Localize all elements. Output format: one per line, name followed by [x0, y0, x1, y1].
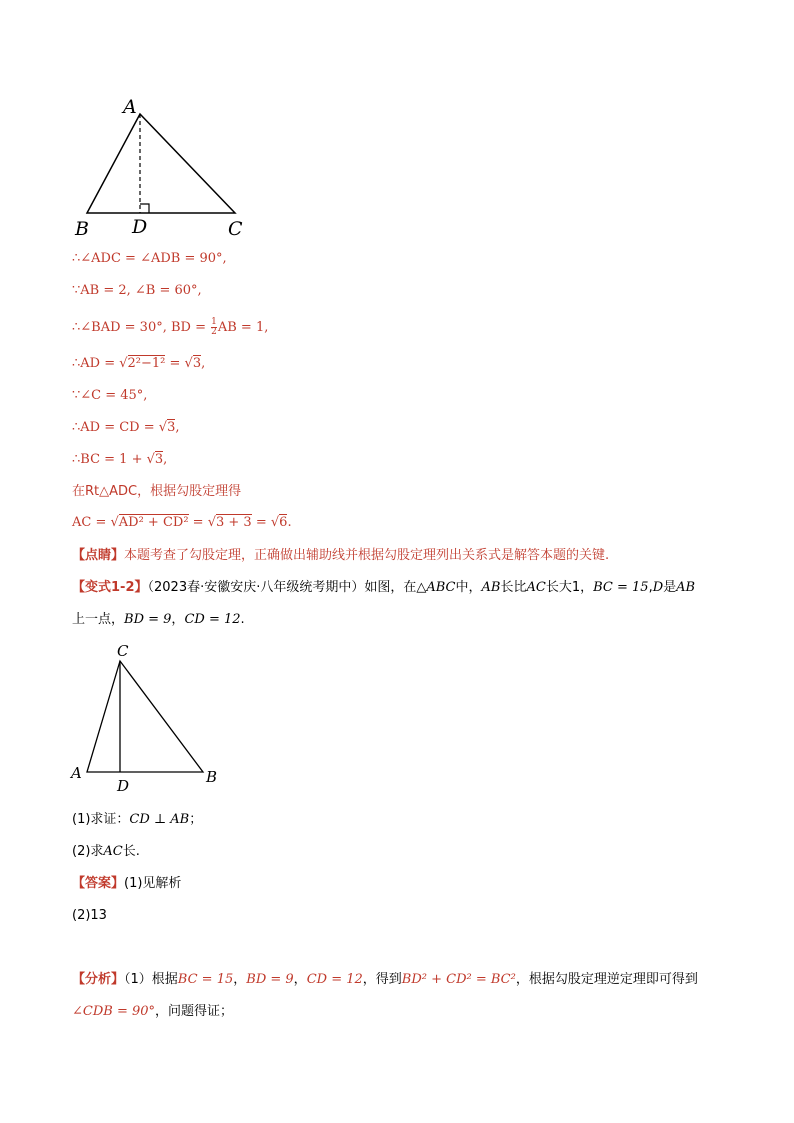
variant-tag: 【变式1-2】 [72, 580, 148, 595]
comment-text: 本题考查了勾股定理，正确做出辅助线并根据勾股定理列出关系式是解答本题的关键. [124, 548, 610, 563]
solution-text-6b: , [175, 420, 180, 435]
triangle-figure-1 [70, 92, 260, 242]
solution-text-4c: , [201, 356, 206, 371]
solution-line-9 [72, 514, 292, 532]
variant-text-2a: 上一点， [72, 612, 125, 627]
variant-ac: AC [526, 580, 546, 595]
label-b: B [75, 218, 89, 240]
variant-tri: △ABC [416, 580, 456, 595]
answer-1: (1)见解析 [124, 876, 182, 891]
answer-2: (2)13 [72, 908, 107, 923]
analysis-text-4: ，得到 [362, 972, 402, 987]
solution-line-5 [72, 387, 147, 405]
label-c: C [228, 218, 243, 240]
solution-line-4 [72, 355, 205, 373]
fraction-den: 2 [211, 327, 217, 337]
radicand-4b: 3 [192, 356, 202, 371]
analysis-math-4: BD² + CD² = BC² [401, 972, 516, 987]
solution-text-5: ∵∠C = 45°, [72, 388, 148, 403]
solution-line-1 [72, 250, 227, 268]
radicand-6: 3 [167, 420, 176, 435]
question-2 [72, 843, 140, 861]
solution-line-8 [72, 483, 241, 501]
label-c-2: C [117, 642, 129, 660]
solution-text-6a: ∴AD = CD = √ [72, 420, 168, 435]
solution-text-9d: . [287, 515, 292, 530]
analysis-tag: 【分析】 [72, 972, 125, 987]
solution-text-7b: , [163, 452, 168, 467]
variant-text-1b: 中， [455, 580, 482, 595]
variant-text-1e: 是 [663, 580, 677, 595]
variant-ab2: AB [676, 580, 696, 595]
solution-line-2 [72, 282, 202, 300]
variant-source: （2023春·安徽安庆·八年级统考期中） [147, 580, 365, 595]
analysis-text-5: ，根据勾股定理逆定理即可得到 [515, 972, 698, 987]
solution-text-8: 在Rt△ADC，根据勾股定理得 [72, 484, 242, 499]
analysis-math-2: BD = 9 [246, 972, 294, 987]
solution-text-1: ∴∠ADC = ∠ADB = 90°, [72, 251, 227, 266]
variant-text-1d: 长大1， [545, 580, 594, 595]
question-1-end: ； [189, 812, 203, 827]
answer-line-2 [72, 907, 107, 925]
fraction-half [211, 318, 217, 337]
analysis-math-1: BC = 15 [177, 972, 234, 987]
right-angle-mark [140, 204, 149, 213]
answer-tag: 【答案】 [72, 876, 125, 891]
analysis-math-5: ∠CDB = 90° [72, 1004, 156, 1019]
triangle-abc-2 [87, 661, 203, 772]
solution-line-6 [72, 419, 179, 437]
variant-bd9: BD = 9 [124, 612, 172, 627]
variant-d: D [652, 580, 664, 595]
analysis-line-1 [72, 971, 698, 989]
analysis-text-3: ， [293, 972, 307, 987]
question-2-text: (2)求 [72, 844, 104, 859]
solution-text-9c: = √ [251, 515, 280, 530]
radicand-7: 3 [154, 452, 164, 467]
solution-text-9b: = √ [188, 515, 216, 530]
label-a-2: A [71, 764, 82, 782]
variant-bc15: BC = 15 [593, 580, 649, 595]
solution-text-2: ∵AB = 2, ∠B = 60°, [72, 283, 202, 298]
triangle-figure-2 [66, 640, 236, 800]
fraction-num: 1 [211, 317, 217, 327]
solution-text-4a: ∴AD = √ [72, 356, 128, 371]
triangle-abc-1 [87, 114, 235, 213]
solution-text-4b: = √ [165, 356, 193, 371]
solution-text-7a: ∴BC = 1 + √ [72, 452, 155, 467]
variant-line-1 [72, 579, 695, 597]
answer-line-1 [72, 875, 181, 893]
radicand-9b: 3 + 3 [216, 515, 252, 530]
question-1-text: (1)求证： [72, 812, 130, 827]
variant-ab: AB [481, 580, 501, 595]
solution-text-3b: AB = 1, [217, 320, 269, 335]
question-1-math: CD ⊥ AB [129, 812, 190, 827]
question-2-math: AC [103, 844, 123, 859]
analysis-text-1: （1）根据 [124, 972, 178, 987]
label-b-2: B [206, 768, 218, 786]
comment-tag: 【点睛】 [72, 548, 125, 563]
analysis-text-2: ， [233, 972, 247, 987]
question-1 [72, 811, 202, 829]
comment-paragraph [72, 547, 609, 565]
solution-text-3a: ∴∠BAD = 30°, BD = [72, 320, 211, 335]
variant-text-1c: 长比 [500, 580, 527, 595]
label-d-2: D [117, 777, 130, 795]
analysis-line-2 [72, 1003, 233, 1021]
radicand-4a: 2²−1² [127, 356, 166, 371]
label-a: A [123, 96, 137, 118]
label-d: D [132, 216, 148, 238]
variant-line-2 [72, 611, 245, 629]
solution-text-9a: AC = √ [72, 515, 119, 530]
solution-line-7 [72, 451, 167, 469]
variant-text-2c: . [240, 612, 245, 627]
variant-text-2b: ， [171, 612, 185, 627]
radicand-9c: 6 [279, 515, 288, 530]
variant-comma: , [648, 580, 653, 595]
variant-cd12: CD = 12 [184, 612, 241, 627]
radicand-9a: AD² + CD² [118, 515, 189, 530]
question-2-end: 长. [122, 844, 140, 859]
solution-line-3 [72, 318, 268, 337]
analysis-text-6: ，问题得证； [155, 1004, 234, 1019]
analysis-math-3: CD = 12 [306, 972, 363, 987]
variant-text-1a: 如图，在 [364, 580, 417, 595]
